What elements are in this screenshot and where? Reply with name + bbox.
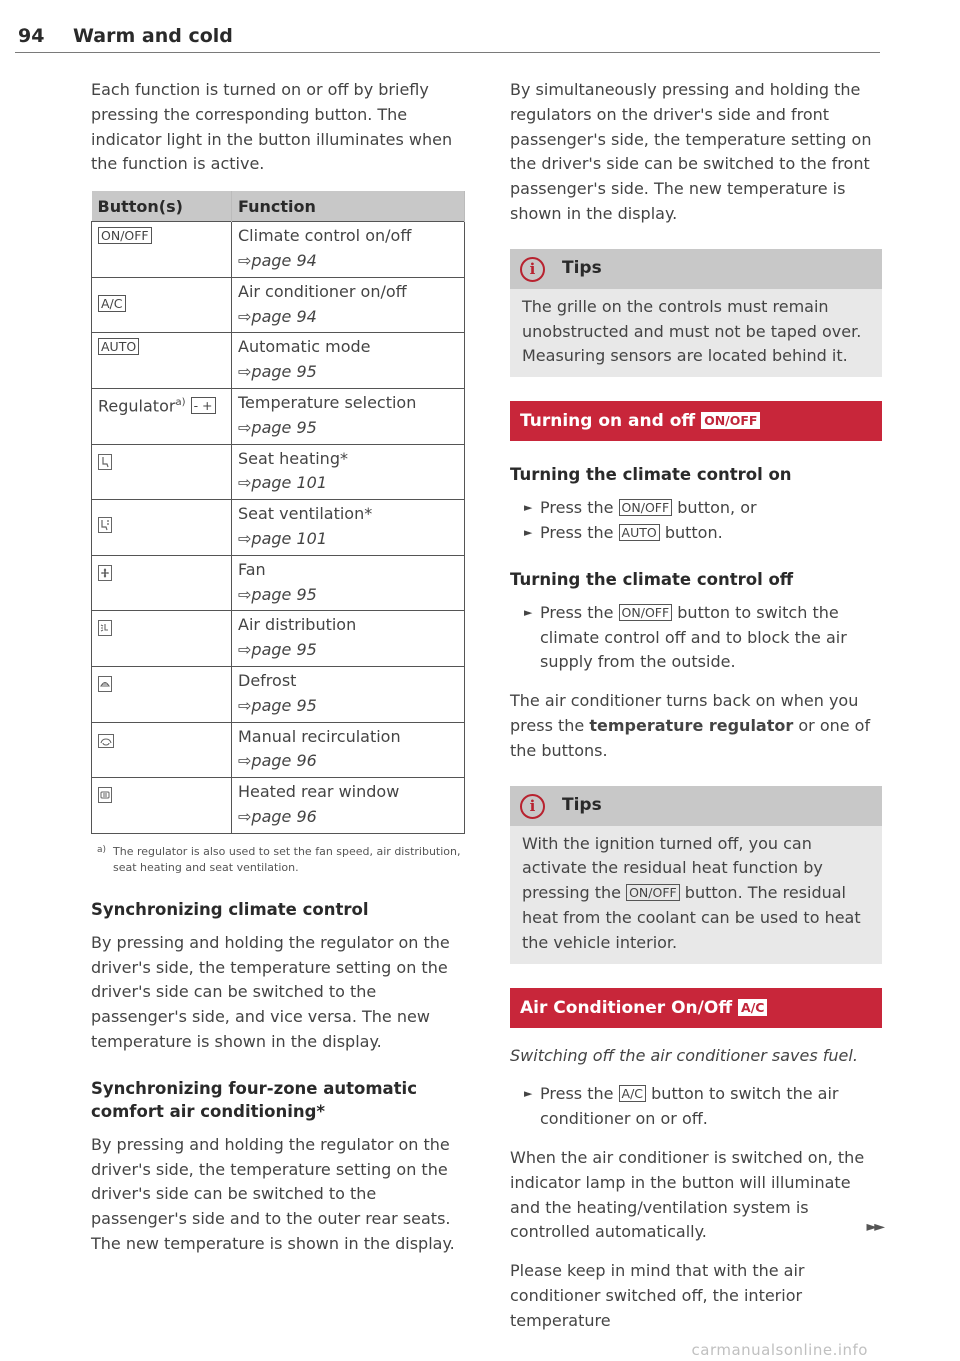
list-item xyxy=(510,521,882,546)
list-item xyxy=(510,496,882,521)
turn-off-heading: Turning the climate control off xyxy=(510,569,794,589)
button-function-table xyxy=(91,191,465,834)
section-bar-text: Air Conditioner On/Off xyxy=(520,997,733,1018)
defrost-icon xyxy=(98,676,112,692)
function-text: Climate control on/off xyxy=(238,226,412,246)
air-distribution-icon xyxy=(98,620,112,636)
list-item xyxy=(510,1082,882,1132)
table-row xyxy=(92,555,465,611)
list-item xyxy=(510,601,882,675)
bold-term: temperature regulator xyxy=(589,715,794,735)
function-text: Automatic mode xyxy=(238,337,371,357)
on-off-key: ON/OFF xyxy=(626,884,680,901)
footnote-ref: a) xyxy=(175,396,186,408)
right-column xyxy=(510,78,882,1330)
tips-header xyxy=(510,786,882,826)
bullet-text: button to switch the climate control off and to block the air supply from the outside. xyxy=(540,602,847,672)
function-text: Air conditioner on/off xyxy=(238,281,407,301)
page-ref: ⇨page 95 xyxy=(238,417,317,437)
turn-on-heading: Turning the climate control on xyxy=(510,465,792,485)
table-row xyxy=(92,611,465,667)
sync4-paragraph: By pressing and holding the regulator on the driver's side, the temperature setting on the driver's side can be switched to the passenger's side and to the outer rear seats. The new temperature is shown in the display. xyxy=(91,1134,455,1253)
table-row xyxy=(92,333,465,389)
table-row xyxy=(92,444,465,500)
bullet-text: button. xyxy=(664,522,723,542)
page-ref: ⇨page 96 xyxy=(238,751,317,771)
bullet-text: Press the xyxy=(540,1084,614,1104)
sync-paragraph: By pressing and holding the regulator on the driver's side, the temperature setting on the driver's side can be switched to the passenger's side, and vice versa. The new temperature is shown in the display. xyxy=(91,932,450,1051)
auto-key: AUTO xyxy=(98,338,139,355)
watermark: carmanualsonline.info xyxy=(691,1341,868,1359)
table-footnote xyxy=(91,844,463,876)
seat-ventilation-icon xyxy=(98,517,112,533)
function-text: Seat ventilation* xyxy=(238,504,373,524)
on-off-key: ON/OFF xyxy=(619,604,673,621)
recirculation-icon xyxy=(98,734,114,748)
function-text: Air distribution xyxy=(238,615,357,635)
function-text: Fan xyxy=(238,559,266,579)
tips-label: Tips xyxy=(562,794,602,815)
intro-paragraph: Each function is turned on or off by briefly pressing the corresponding button. The indicator light in the button illuminates when the function is active. xyxy=(91,80,453,174)
page-ref: ⇨page 95 xyxy=(238,695,317,715)
bullet-text: Press the xyxy=(540,602,614,622)
table-row xyxy=(92,500,465,556)
section-bar-ac xyxy=(510,988,882,1028)
tips-box xyxy=(510,786,882,964)
tips-text-part: With the ignition turned off, you can activate the residual heat function by pressing the xyxy=(522,833,823,903)
table-row xyxy=(92,222,465,278)
back-on-paragraph xyxy=(510,689,882,763)
page-ref: ⇨page 101 xyxy=(238,528,327,548)
page-ref: ⇨page 95 xyxy=(238,584,317,604)
bullet-text: Press the xyxy=(540,498,614,518)
table-row xyxy=(92,388,465,444)
seat-heating-icon xyxy=(98,454,112,470)
page-ref: ⇨page 101 xyxy=(238,473,327,493)
section-bar-text: Turning on and off xyxy=(520,411,696,432)
page-ref: ⇨page 94 xyxy=(238,250,317,270)
table-row xyxy=(92,722,465,778)
tips-header xyxy=(510,249,882,289)
section-title: Warm and cold xyxy=(73,25,233,47)
bullet-text: Press the xyxy=(540,522,614,542)
on-off-key: ON/OFF xyxy=(701,412,760,429)
function-text: Temperature selection xyxy=(238,392,417,412)
tips-text-part: button. The residual heat from the coolant can be used to heat the vehicle interior. xyxy=(522,883,861,952)
page-ref: ⇨page 96 xyxy=(238,806,317,826)
on-off-key: ON/OFF xyxy=(619,499,673,516)
table-row xyxy=(92,277,465,333)
footnote-text: The regulator is also used to set the fan speed, air distribution, seat heating and seat ventilation. xyxy=(113,844,461,874)
function-text: Seat heating* xyxy=(238,448,348,468)
page-header xyxy=(15,22,880,53)
sync-heading: Synchronizing climate control xyxy=(91,899,369,919)
ac-intro-italic: Switching off the air conditioner saves fuel. xyxy=(510,1045,858,1065)
function-text: Manual recirculation xyxy=(238,726,401,746)
page-ref: ⇨page 95 xyxy=(238,362,317,382)
ac-key: A/C xyxy=(98,295,126,312)
page-number: 94 xyxy=(18,25,45,47)
info-icon: i xyxy=(520,794,545,819)
info-icon: i xyxy=(520,257,545,282)
auto-key: AUTO xyxy=(619,524,660,541)
table-header-function: Function xyxy=(232,191,465,222)
right-intro-paragraph: By simultaneously pressing and holding the regulators on the driver's side and front passenger's side, the temperature setting on the driver's side can be switched to the front passenger's side. The new temperature is shown in the display. xyxy=(510,80,872,223)
page-ref: ⇨page 95 xyxy=(238,640,317,660)
bullet-text: button to switch the air conditioner on or off. xyxy=(540,1084,839,1129)
ac-paragraph-1: When the air conditioner is switched on, the indicator lamp in the button will illuminate and the heating/ventilation system is controlled automatically. xyxy=(510,1147,865,1242)
continue-arrow-icon: ►► xyxy=(866,1219,882,1235)
ac-paragraph-2: Please keep in mind that with the air conditioner switched off, the interior temperature xyxy=(510,1261,805,1330)
left-column xyxy=(91,78,463,1257)
paragraph-text: or one of the buttons. xyxy=(510,715,871,760)
function-text: Heated rear window xyxy=(238,782,400,802)
ac-key: A/C xyxy=(619,1085,647,1102)
regulator-label: Regulator xyxy=(98,396,176,416)
paragraph-text: The air conditioner turns back on when you press the xyxy=(510,691,859,735)
section-bar-on-off xyxy=(510,401,882,441)
tips-text: The grille on the controls must remain unobstructed and must not be taped over. Measuring sensors are located behind it. xyxy=(522,296,862,366)
tips-box xyxy=(510,249,882,377)
page-ref: ⇨page 94 xyxy=(238,306,317,326)
function-text: Defrost xyxy=(238,670,297,690)
bullet-text: button, or xyxy=(677,498,757,518)
sync4-heading: Synchronizing four-zone automatic comfort air conditioning* xyxy=(91,1078,417,1121)
ac-key: A/C xyxy=(738,999,767,1016)
table-header-buttons: Button(s) xyxy=(92,191,232,222)
minus-plus-key: - + xyxy=(191,397,216,414)
fan-icon xyxy=(98,565,112,581)
tips-label: Tips xyxy=(562,257,602,278)
table-row xyxy=(92,778,465,834)
table-row xyxy=(92,666,465,722)
footnote-marker: a) xyxy=(97,844,107,855)
rear-window-heat-icon xyxy=(98,787,112,803)
on-off-key: ON/OFF xyxy=(98,227,152,244)
tips-text xyxy=(510,826,882,956)
